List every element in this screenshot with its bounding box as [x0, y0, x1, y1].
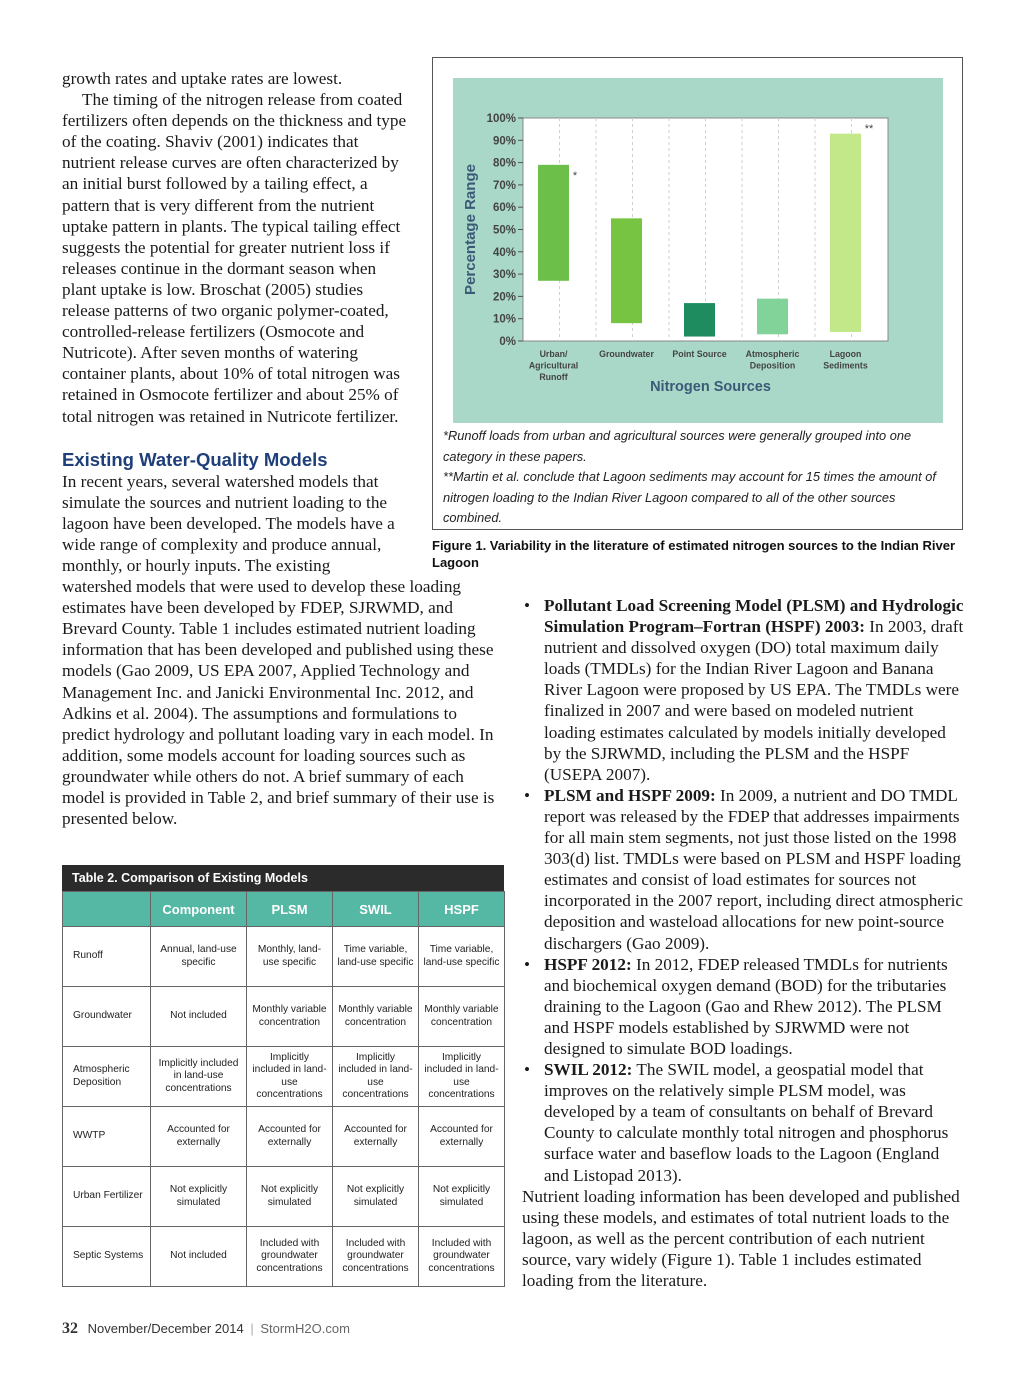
figure-note-runoff: *Runoff loads from urban and agricultural sources were generally grouped into one category in these papers.: [443, 428, 912, 464]
issue-date: November/December 2014: [87, 1321, 244, 1336]
table-cell: Not included: [151, 987, 247, 1047]
table-header: HSPF: [419, 892, 505, 927]
list-item: [522, 785, 967, 954]
table-2: [62, 865, 504, 1287]
bar: [757, 299, 788, 335]
y-tick-label: 20%: [492, 291, 516, 304]
figure-note-sediments: **Martin et al. conclude that Lagoon sediments may account for 15 times the amount of nitrogen loading to the Indian River Lagoon compared to all of the other sources combined.: [443, 469, 936, 525]
list-item-text: In 2012, FDEP released TMDLs for nutrients and biochemical oxygen demand (BOD) for the tributaries draining to the Lagoon (Gao and Rhew 2012). The PLSM and HSPF models established by SJRWMD were not designed to simulate BOD loadings.: [544, 954, 948, 1058]
y-tick-label: 60%: [492, 202, 516, 215]
table-cell: Annual, land-use specific: [151, 927, 247, 987]
table-cell: Not explicitly simulated: [151, 1167, 247, 1227]
table-cell: Not explicitly simulated: [419, 1167, 505, 1227]
body-paragraph: The timing of the nitrogen release from coated fertilizers often depends on the thickness and type of the coating. Shaviv (2001) indicates that nutrient release curves are often characterized by an initial burst followed by a tailing effect, a pattern that is very different from the nutrient uptake pattern in plants. The typical tailing effect suggests the potential for greater nutrient loss if releases continue in the dormant season when plant uptake is low. Broschat (2005) studies release patterns of two organic polymer-coated, controlled-release fertilizers (Osmocote and Nutricote). After seven months of watering container plants, about 10% of total nitrogen was retained in Osmocote fertilizer and about 25% of total nitrogen was retained in Nutricote fertilizer.: [62, 90, 407, 426]
table-row: [63, 927, 505, 987]
table-title: Table 2. Comparison of Existing Models: [62, 865, 504, 891]
bar: [538, 165, 569, 281]
table-cell: Time variable, land-use specific: [333, 927, 419, 987]
bar: [684, 303, 715, 336]
list-item-title: Pollutant Load Screening Model (PLSM) and Hydrologic Simulation Program–Fortran (HSPF) 2003:: [544, 596, 964, 637]
table-row: [63, 1227, 505, 1287]
y-axis-label: Percentage Range: [462, 164, 479, 295]
y-tick-label: 10%: [492, 313, 516, 326]
table-cell: Accounted for externally: [333, 1107, 419, 1167]
x-tick-label: Groundwater: [599, 349, 654, 359]
table-cell: Urban Fertilizer: [63, 1167, 151, 1227]
table-row: [63, 1107, 505, 1167]
list-item-text: In 2009, a nutrient and DO TMDL report was released by the FDEP that addresses impairments for all main stem segments, not just those listed on the 1998 303(d) list. TMDLs were based on PLSM and HSPF loading estimates and consist of load estimates for sources not incorporated in the 2007 report, including direct atmospheric deposition and wasteload allocations for new point-source dischargers (Gao 2009).: [544, 785, 964, 953]
body-paragraph: Nutrient loading information has been developed and published using these models, and estimates of total nutrient loads to the lagoon, as well as the percent contribution of each nutrient source, vary widely (Figure 1). Table 1 includes estimated loading from the literature.: [522, 1186, 960, 1290]
right-column: [522, 595, 967, 1291]
figure-1: [432, 57, 963, 530]
table-cell: Time variable, land-use specific: [419, 927, 505, 987]
y-tick-label: 80%: [492, 157, 516, 170]
table-cell: Not explicitly simulated: [247, 1167, 333, 1227]
table-cell: Monthly variable concentration: [419, 987, 505, 1047]
table-cell: Monthly, land-use specific: [247, 927, 333, 987]
table-cell: Accounted for externally: [247, 1107, 333, 1167]
table-cell: Septic Systems: [63, 1227, 151, 1287]
table-cell: Accounted for externally: [419, 1107, 505, 1167]
table-cell: Runoff: [63, 927, 151, 987]
y-tick-label: 90%: [492, 135, 516, 148]
table-cell: Groundwater: [63, 987, 151, 1047]
comparison-table: [62, 891, 505, 1287]
site-name: StormH2O.com: [260, 1321, 350, 1336]
body-paragraph: growth rates and uptake rates are lowest.: [62, 69, 343, 88]
table-cell: Monthly variable concentration: [333, 987, 419, 1047]
y-tick-label: 40%: [492, 246, 516, 259]
table-row: [63, 987, 505, 1047]
table-cell: Implicitly included in land-use concentrations: [151, 1047, 247, 1107]
x-tick-label: Lagoon: [829, 349, 862, 359]
x-axis-label: Nitrogen Sources: [650, 379, 771, 395]
body-paragraph: In recent years, several watershed models that simulate the sources and nutrient loading to the lagoon have been developed. The models have a wide range of complexity and produce annual, monthly, or hourly inputs. The existing: [62, 471, 395, 575]
section-heading: Existing Water-Quality Models: [62, 448, 328, 470]
table-cell: Accounted for externally: [151, 1107, 247, 1167]
table-header: SWIL: [333, 892, 419, 927]
list-item: [522, 1059, 967, 1186]
model-list: [522, 595, 967, 1186]
y-tick-label: 50%: [492, 224, 516, 237]
nitrogen-sources-chart: [433, 58, 964, 426]
x-tick-label: Urban/: [539, 349, 568, 359]
table-cell: Included with groundwater concentrations: [247, 1227, 333, 1287]
table-header-row: [63, 892, 505, 927]
list-item-title: SWIL 2012:: [544, 1060, 633, 1080]
list-item-text: The SWIL model, a geospatial model that improves on the relatively simple PLSM model, was developed by a team of consultants on behalf of Brevard County to calculate monthly total nitrogen and phosphorus surface water and baseflow loads to the Lagoon (England and Listopad 2013).: [544, 1060, 949, 1185]
table-cell: Not included: [151, 1227, 247, 1287]
bar-annotation: **: [864, 123, 874, 135]
table-cell: Included with groundwater concentrations: [333, 1227, 419, 1287]
x-tick-label: Point Source: [672, 349, 727, 359]
x-tick-label: Sediments: [823, 360, 868, 371]
table-cell: WWTP: [63, 1107, 151, 1167]
bar-annotation: *: [572, 169, 578, 182]
table-cell: Implicitly included in land-use concentrations: [333, 1047, 419, 1107]
list-item: [522, 954, 967, 1059]
bar: [611, 218, 642, 323]
table-header: Component: [151, 892, 247, 927]
x-tick-label: Runoff: [539, 372, 568, 382]
table-cell: Included with groundwater concentrations: [419, 1227, 505, 1287]
x-tick-label: Deposition: [749, 360, 796, 371]
table-row: [63, 1167, 505, 1227]
x-tick-label: Agricultural: [528, 360, 579, 371]
page-footer: [62, 1320, 350, 1338]
y-tick-label: 30%: [492, 269, 516, 282]
table-header: [63, 892, 151, 927]
list-item: [522, 595, 967, 785]
list-item-title: PLSM and HSPF 2009:: [544, 785, 716, 805]
y-tick-label: 70%: [492, 179, 516, 192]
y-tick-label: 100%: [486, 113, 516, 125]
table-cell: Implicitly included in land-use concentrations: [247, 1047, 333, 1107]
table-header: PLSM: [247, 892, 333, 927]
table-cell: Atmospheric Deposition: [63, 1047, 151, 1107]
list-item-title: HSPF 2012:: [544, 954, 632, 974]
y-tick-label: 0%: [499, 336, 516, 348]
table-cell: Monthly variable concentration: [247, 987, 333, 1047]
table-cell: Not explicitly simulated: [333, 1167, 419, 1227]
table-cell: Implicitly included in land-use concentrations: [419, 1047, 505, 1107]
bar: [830, 134, 861, 332]
footer-divider: |: [250, 1321, 254, 1336]
list-item-text: In 2003, draft nutrient and dissolved oxygen (DO) total maximum daily loads (TMDLs) for the Indian River Lagoon and Banana River Lagoon were proposed by US EPA. The TMDLs were finalized in 2007 and were based on modeled nutrient loading estimates calculated by models initially developed by the SJRWMD, including the PLSM and the HSPF (USEPA 2007).: [544, 617, 964, 784]
figure-notes: [443, 426, 958, 529]
table-row: [63, 1047, 505, 1107]
body-paragraph: watershed models that were used to develop these loading estimates have been developed by FDEP, SJRWMD, and Brevard County. Table 1 includes estimated nutrient loading information that has been developed and published using these models (Gao 2009, US EPA 2007, Applied Technology and Management Inc. and Janicki Environmental Inc. 2012, and Adkins et al. 2004). The assumptions and formulations to predict hydrology and pollutant loading vary in each model. In addition, some models account for loading sources such as groundwater while others do not. A brief summary of each model is provided in Table 2, and brief summary of their use is presented below.: [62, 577, 495, 829]
figure-caption: Figure 1. Variability in the literature of estimated nitrogen sources to the Indian River Lagoon: [432, 538, 956, 570]
page-number: 32: [62, 1320, 78, 1337]
x-tick-label: Atmospheric: [745, 349, 800, 359]
